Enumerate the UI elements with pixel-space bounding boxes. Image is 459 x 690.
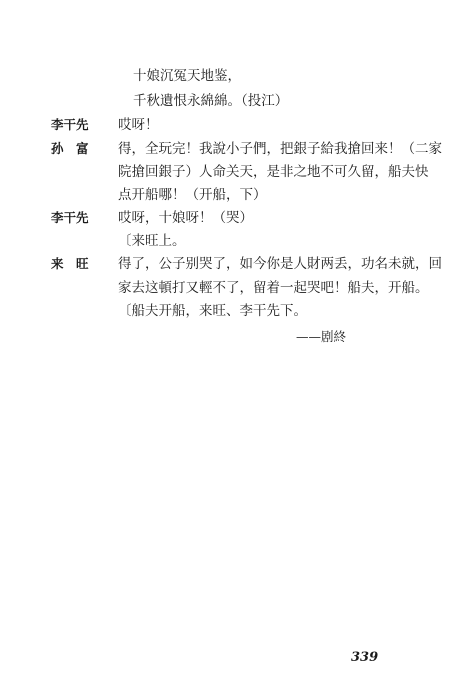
- stage-direction: 〔来旺上。: [118, 233, 186, 249]
- dialogue-line: 哎呀，十娘呀！（哭）: [118, 210, 253, 226]
- dialogue-line: 哎呀！: [118, 117, 159, 133]
- dialogue-line: 得了，公子别哭了，如今你是人財两丢，功名未就，回: [118, 256, 442, 272]
- dialogue-line: 得，全玩完！我說小子們，把銀子給我搶回来！（二家: [118, 141, 442, 157]
- verse-line: 十娘沉冤天地鉴，: [133, 68, 241, 84]
- end-mark: ——剧終: [296, 329, 347, 344]
- verse-line: 千秋遺恨永綿綿。（投江）: [133, 93, 289, 109]
- dialogue-line: 家去这頓打又輕不了，留着一起哭吧！船夫，开船。: [118, 280, 429, 296]
- speaker-name: 来 旺: [51, 256, 89, 271]
- stage-direction: 〔船夫开船，来旺、李干先下。: [118, 303, 307, 319]
- speaker-name: 孙 富: [51, 141, 89, 156]
- dialogue-line: 院搶回銀子）人命关天，是非之地不可久留，船夫快: [118, 164, 429, 180]
- page-number: 339: [351, 650, 379, 665]
- speaker-name: 李干先: [51, 117, 89, 132]
- dialogue-line: 点开船哪！（开船，下）: [118, 187, 267, 203]
- speaker-name: 李干先: [51, 210, 89, 225]
